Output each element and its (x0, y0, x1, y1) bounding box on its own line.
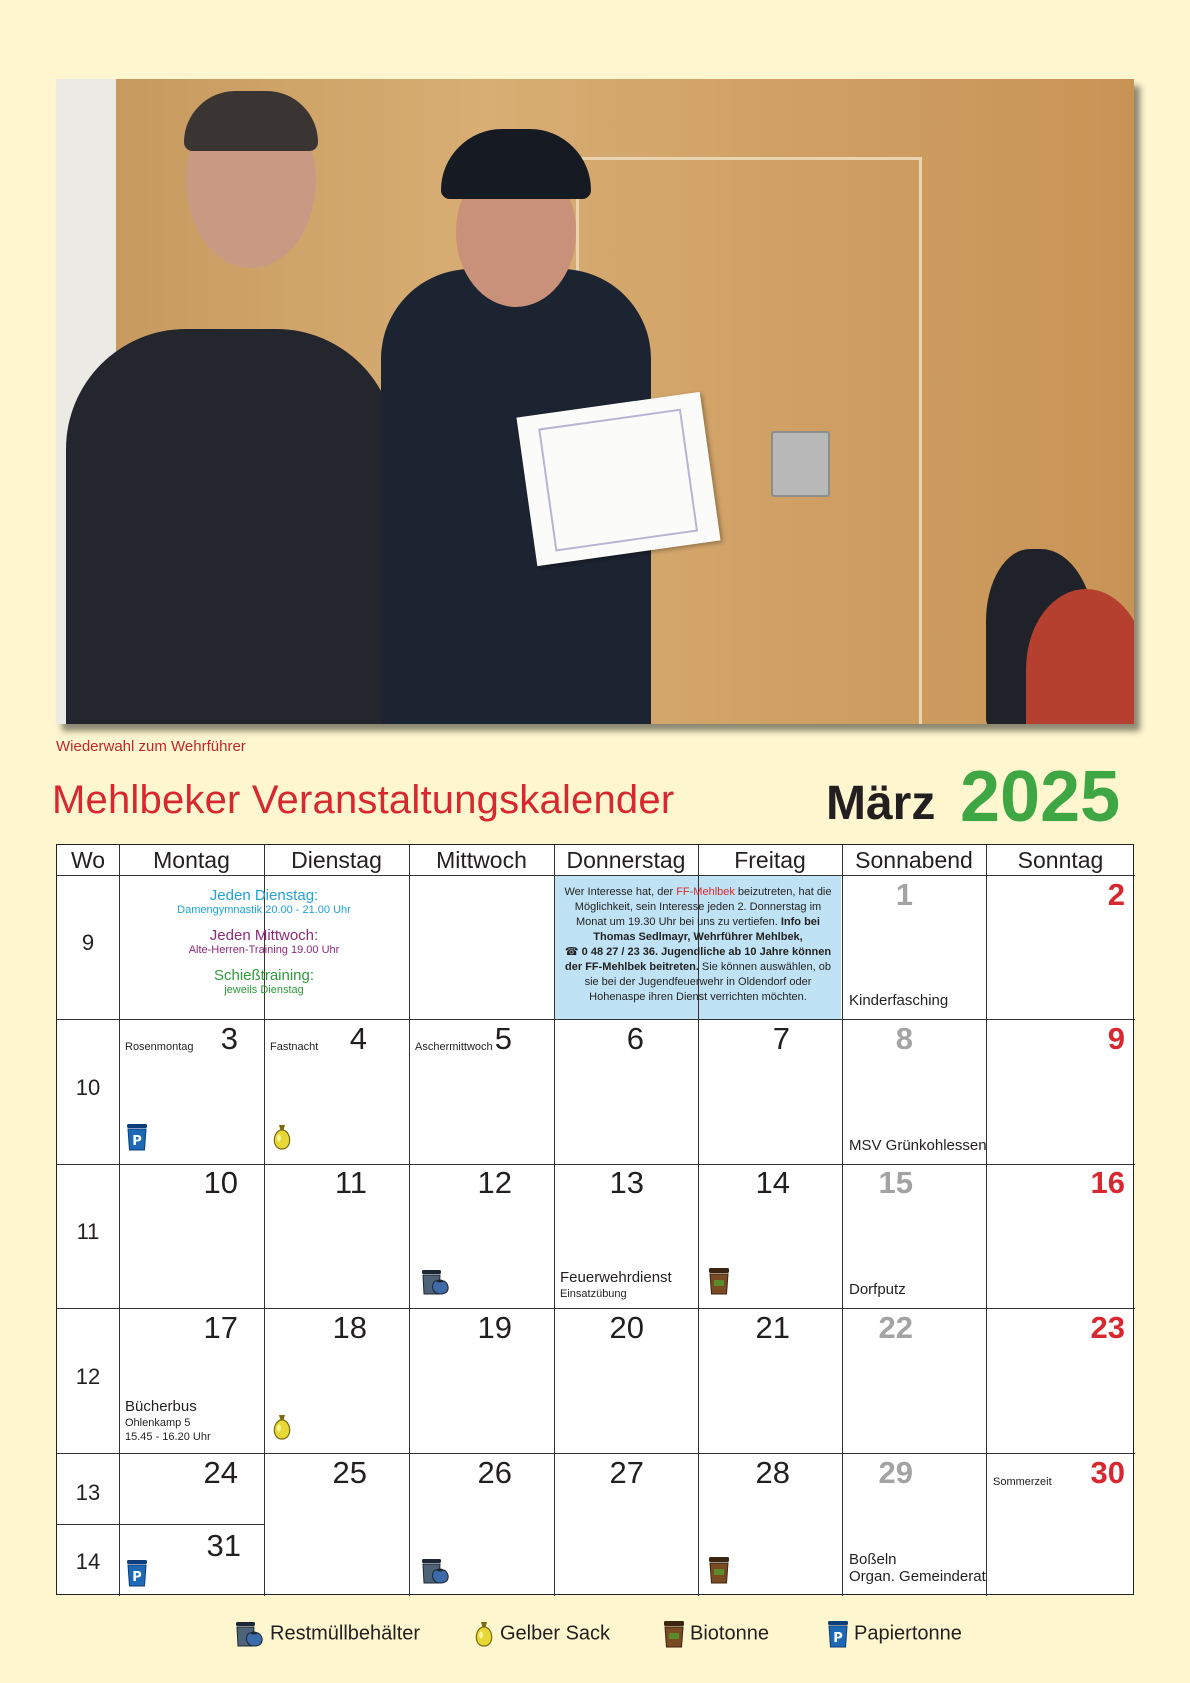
week-number: 9 (81, 930, 95, 955)
day-number: 26 (477, 1455, 512, 1490)
day-number: 24 (203, 1455, 238, 1490)
month-label: März (826, 777, 936, 830)
event-feuerwehrdienst: Feuerwehrdienst (560, 1269, 672, 1286)
week-number: 10 (75, 1075, 101, 1100)
day-number: 2 (1107, 877, 1125, 912)
header-montag: Montag (153, 847, 230, 873)
day-number: 27 (609, 1455, 644, 1490)
legend-label: Gelber Sack (500, 1622, 611, 1645)
info-part: beizutreten, hat die Möglichkeit, sein Interesse jeden 2. Donnerstag im Monat um 19.30 Uhr bei uns zu vertiefen. (574, 886, 832, 928)
header-sonnabend: Sonnabend (855, 847, 973, 873)
day-number: 12 (477, 1165, 512, 1200)
day-number: 8 (895, 1021, 913, 1056)
restmuell-bin-icon (234, 1620, 266, 1648)
legend-label: Papiertonne (854, 1622, 962, 1645)
legend-restmuell (234, 1620, 420, 1650)
day-number: 23 (1090, 1310, 1125, 1345)
header-sonntag: Sonntag (1017, 847, 1104, 873)
day-number: 19 (477, 1310, 512, 1345)
ff-info-text (558, 885, 838, 1005)
event-fastnacht: Fastnacht (270, 1041, 319, 1053)
yellow-bag-icon (270, 1123, 294, 1151)
day-number: 28 (755, 1455, 790, 1490)
recurring-events (119, 887, 409, 996)
page-title: Mehlbeker Veranstaltungskalender (52, 778, 675, 822)
day-number: 17 (203, 1310, 238, 1345)
event-bosseln: Boßeln (849, 1551, 897, 1568)
week-number: 12 (75, 1364, 101, 1389)
day-number: 31 (206, 1528, 241, 1563)
photo-certificate (516, 392, 720, 566)
event-aschermittwoch: Aschermittwoch (415, 1041, 493, 1053)
event-rosenmontag: Rosenmontag (125, 1041, 194, 1053)
week-number: 11 (76, 1219, 100, 1244)
bio-bin-icon (707, 1556, 731, 1584)
recurring-wednesday-title: Jeden Mittwoch: (209, 927, 319, 944)
paper-bin-icon (826, 1620, 850, 1648)
info-ff-name: FF-Mehlbek (676, 886, 735, 898)
year-label: 2025 (960, 757, 1121, 837)
day-number: 20 (609, 1310, 644, 1345)
recurring-shooting-text: jeweils Dienstag (224, 984, 304, 996)
recurring-tuesday-title: Jeden Dienstag: (209, 887, 319, 904)
info-contact: Info bei Thomas Sedlmayr, Wehrführer Mehlbek, (593, 916, 820, 943)
photo-person-left (66, 329, 396, 724)
day-number: 25 (332, 1455, 367, 1490)
event-sommerzeit: Sommerzeit (993, 1476, 1052, 1488)
header-photo (56, 79, 1134, 724)
bio-bin-icon (707, 1267, 731, 1295)
day-number: 7 (772, 1021, 790, 1056)
event-buecherbus-location: Ohlenkamp 5 (125, 1417, 191, 1429)
day-number: 15 (878, 1165, 913, 1200)
legend-biotonne (662, 1620, 769, 1650)
day-number: 18 (332, 1310, 367, 1345)
event-msv-gruenkohlessen: MSV Grünkohlessen (849, 1137, 987, 1154)
bio-bin-icon (662, 1620, 686, 1648)
header-dienstag: Dienstag (291, 847, 382, 873)
day-number: 10 (203, 1165, 238, 1200)
event-buecherbus-time: 15.45 - 16.20 Uhr (125, 1431, 211, 1443)
legend-gelber-sack (472, 1620, 610, 1650)
yellow-bag-icon (270, 1413, 294, 1441)
info-part: Wer Interesse hat, der (564, 886, 677, 898)
day-number: 9 (1107, 1021, 1125, 1056)
week-number: 13 (75, 1480, 101, 1505)
event-buecherbus: Bücherbus (125, 1398, 197, 1415)
day-number: 5 (494, 1021, 512, 1056)
day-number: 14 (755, 1165, 790, 1200)
header-donnerstag: Donnerstag (566, 847, 686, 873)
day-number: 29 (878, 1455, 913, 1490)
event-kinderfasching: Kinderfasching (849, 992, 949, 1009)
week-number: 14 (75, 1549, 101, 1574)
day-number: 3 (220, 1021, 238, 1056)
photo-uniform-cap (441, 129, 591, 199)
header-mittwoch: Mittwoch (436, 847, 527, 873)
paper-bin-icon (125, 1559, 149, 1587)
day-number: 30 (1090, 1455, 1125, 1490)
event-gemeinderat: Organ. Gemeinderat (849, 1568, 986, 1585)
day-number: 4 (349, 1021, 367, 1056)
header-freitag: Freitag (734, 847, 806, 873)
recurring-wednesday-text: Alte-Herren-Training 19.00 Uhr (188, 944, 340, 956)
photo-door-handle (771, 431, 830, 497)
day-number: 22 (878, 1310, 913, 1345)
day-number: 21 (755, 1310, 790, 1345)
recurring-shooting-title: Schießtraining: (213, 967, 315, 984)
info-part: Sie können auswählen, ob sie bei der Jugendfeuerwehr in Oldendorf oder Hohenaspe ihren Dienst verrichten möchten. (584, 961, 831, 1003)
legend-label: Biotonne (690, 1622, 769, 1645)
day-number: 1 (895, 877, 913, 912)
event-dorfputz: Dorfputz (849, 1281, 906, 1298)
event-einsatzuebung: Einsatzübung (560, 1288, 627, 1300)
photo-caption: Wiederwahl zum Wehrführer (56, 738, 246, 755)
calendar-grid (56, 844, 1134, 1595)
restmuell-bin-icon (418, 1557, 454, 1585)
day-number: 13 (609, 1165, 644, 1200)
recurring-tuesday-text: Damengymnastik 20.00 - 21.00 Uhr (177, 904, 351, 916)
day-number: 6 (626, 1021, 644, 1056)
restmuell-bin-icon (418, 1268, 454, 1296)
photo-person-left-hair (184, 91, 318, 151)
day-number: 16 (1090, 1165, 1125, 1200)
day-number: 11 (334, 1165, 367, 1200)
legend-label: Restmüllbehälter (270, 1622, 421, 1645)
header-wo: Wo (70, 847, 106, 873)
yellow-bag-icon (472, 1620, 496, 1648)
legend-papiertonne (826, 1620, 962, 1650)
paper-bin-icon (125, 1123, 149, 1151)
info-youth: ☎ 0 48 27 / 23 36. Jugendliche ab 10 Jahre können der FF-Mehlbek beitreten. (564, 946, 832, 973)
